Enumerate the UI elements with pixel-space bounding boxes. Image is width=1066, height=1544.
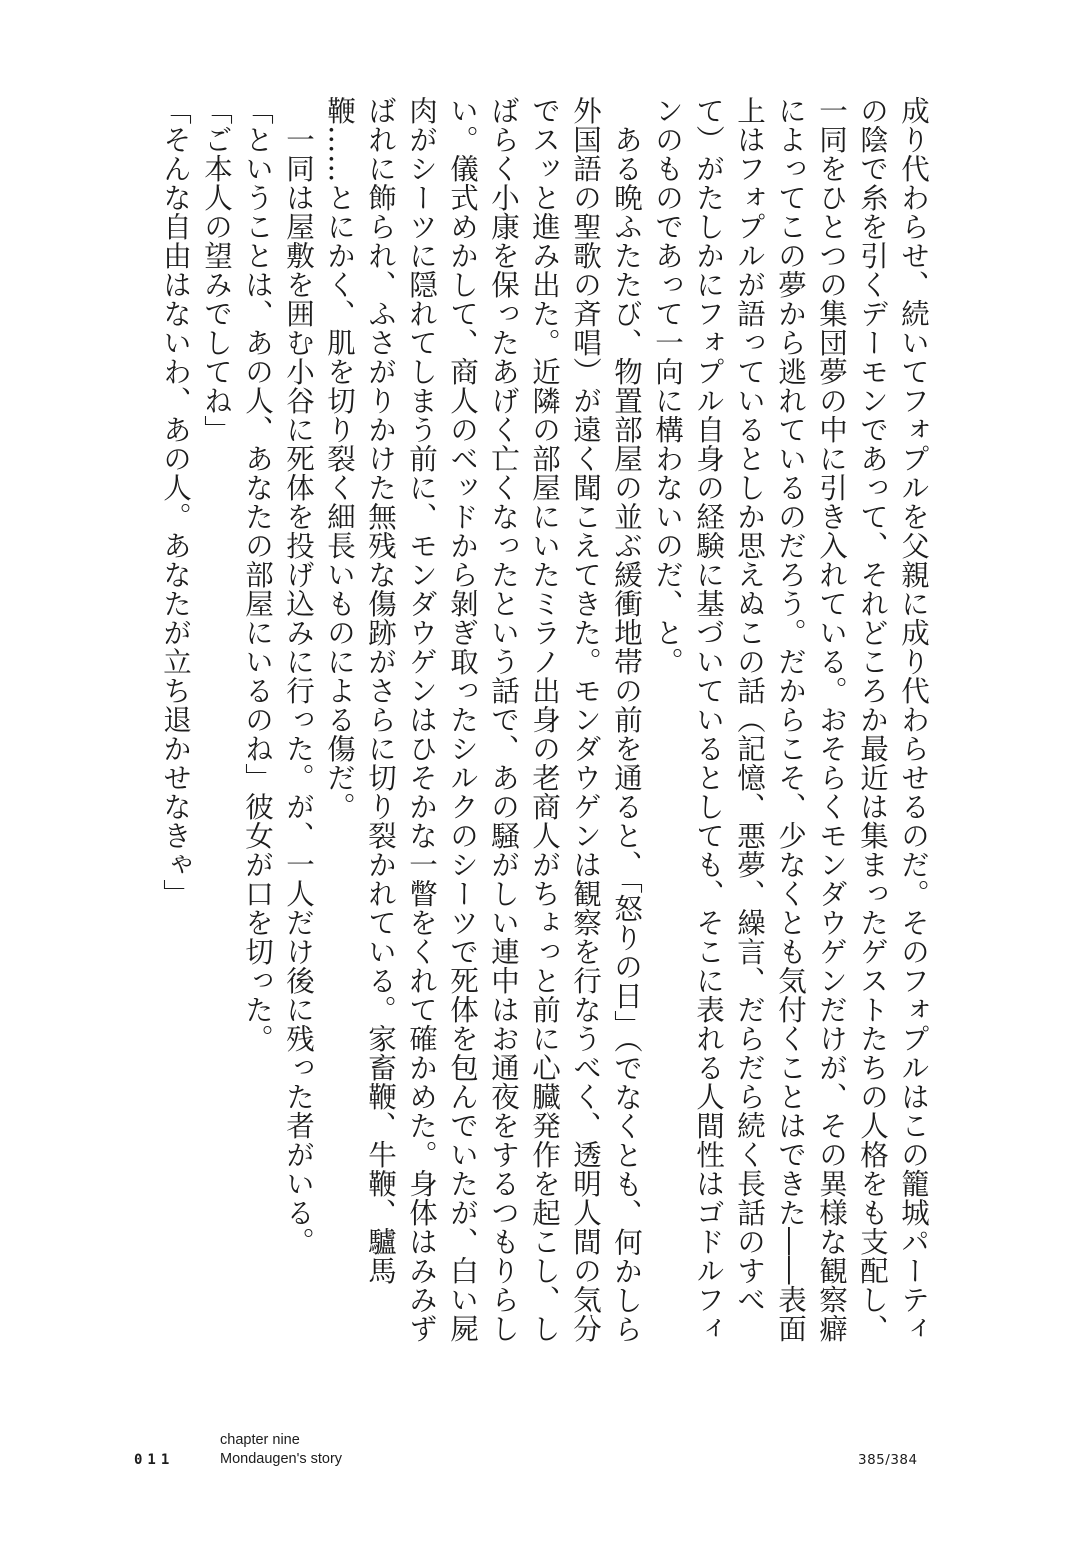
dialogue-1: 「ということは、あの人、あなたの部屋にいるのね」彼女が口を切った。 [241, 96, 274, 1053]
chapter-subtitle: Mondaugen's story [220, 1451, 343, 1467]
paragraph-1: 成り代わらせ、続いてフォプルを父親に成り代わらせるのだ。そのフォプルはこの籠城パーティの陰で糸を引くデーモンであって、それどころか最近は集まったゲストたちの人格をも支配し、一同をひとつの集団夢の中に引き入れている。おそらくモンダウゲンだけが、その異様な観察癖によってこの夢から逃れているのだろう。だからこそ、少なくとも気付くことはできた――表面上はフォプルが語っているとしか思えぬこの話（記憶、悪夢、繰言、だらだら続く長話のすべて）がたしかにフォプル自身の経験に基づいているとしても、そこに表れる人間性はゴドルフィンのものであって一向に構わないのだ、と。 [651, 96, 930, 1343]
chapter-title: chapter nine [220, 1432, 300, 1448]
page-count: 385/384 [858, 1452, 918, 1468]
dialogue-2: 「ご本人の望みでしてね」 [200, 96, 233, 444]
paragraph-3: 一同は屋敷を囲む小谷に死体を投げ込みに行った。が、一人だけ後に残った者がいる。 [282, 124, 315, 1256]
paragraph-2: ある晩ふたたび、物置部屋の並ぶ緩衝地帯の前を通ると、「怒りの日」（でなくとも、何かしら外国語の聖歌の斉唱）が遠く聞こえてきた。モンダウゲンは観察を行なうべく、透明人間の気分でスッと進み出た。近隣の部屋にいたミラノ出身の老商人がちょっと前に心臓発作を起こし、しばらく小康を保ったあげく亡くなったという話で、あの騒がしい連中はお通夜をするつもりらしい。儀式めかして、商人のベッドから剝ぎ取ったシルクのシーツで死体を包んでいたが、白い屍肉がシーツに隠れてしまう前に、モンダウゲンはひそかな一瞥をくれて確かめた。身体はみみずばれに飾られ、ふさがりかけた無残な傷跡がさらに切り裂かれている。家畜鞭、牛鞭、驢馬鞭……とにかく、肌を切り裂く細長いものによる傷だ。 [323, 96, 643, 1343]
body-text [124, 96, 934, 1356]
dialogue-3: 「そんな自由はないわ、あの人。あなたが立ち退かせなきゃ」 [159, 96, 192, 908]
page-number: 011 [134, 1452, 175, 1468]
chapter-label [220, 1431, 342, 1469]
